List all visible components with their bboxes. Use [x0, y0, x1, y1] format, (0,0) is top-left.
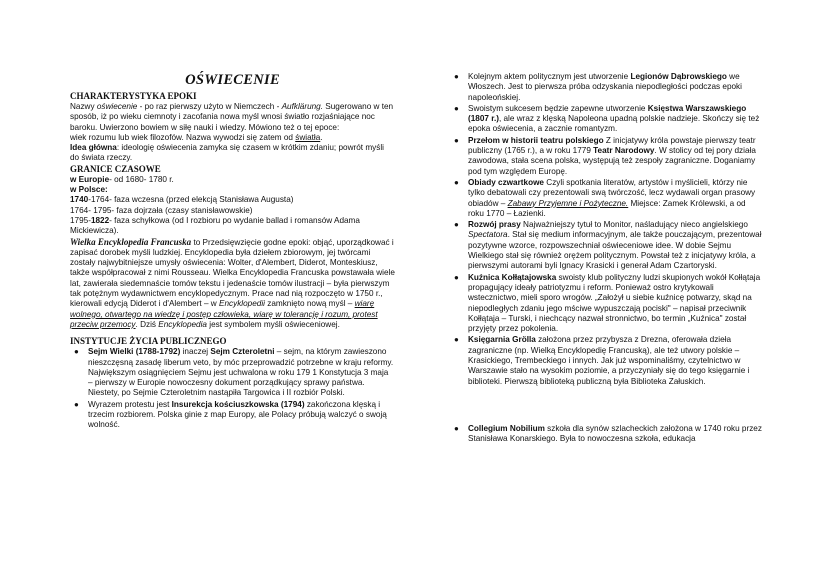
text-span: inaczej: [180, 347, 211, 357]
text-span: swoisty klub polityczny ludzi skupionych wokół Kołłątaja propagujący ideały patriotyzmu i reform. Ponieważ ostro krytykowali wstecznictwo, mieli sporo wrogów. „Założył u siebie kuźnicę potwarzy, skąd na niepodległych zdaniu jego mściwe wypuszczają pociski" – napisał przeciwnik Kołłątaja – Turski, i niechcący nazwał stronnictwo, bo termin „Kuźnica" został przyjęty przez pokolenia.: [468, 272, 761, 334]
text-span: Spectatora: [468, 230, 508, 240]
text-span: wiarę wolnego, otwartego na wiedzę i postęp człowieka, wiarę w tolerancję i rozum, protest przeciw przemocy: [70, 299, 378, 329]
poland-label: w Polsce:: [70, 185, 108, 195]
text-span: Sugerowano w ten sposób, iż po wieku ciemnoty i zacofania nowa myśl wnosi światło rozjaśniające noc baroku. Uwierzono bowiem w siłę nauki i wiedzy. Mówiono też o tej epoce:: [70, 102, 394, 132]
spacer: [450, 388, 762, 424]
text-span: zakończona klęską i trzecim rozbiorem. Polska ginie z map Europy, ale Polacy próbują walczyć o swoją wolność.: [88, 399, 387, 430]
bullet-icon: ●: [454, 272, 459, 282]
text-span: Księgarnia Grölla: [468, 335, 536, 345]
text-span: 1795-: [70, 215, 91, 225]
bullet-icon: ●: [74, 399, 79, 409]
europe-line: [70, 175, 395, 185]
text-span: Swoistym sukcesem będzie zapewne utworzenie: [468, 103, 648, 113]
text-span: Teatr Narodowy: [593, 146, 655, 156]
text-span: Zabawy Przyjemne i Pożyteczne.: [507, 198, 629, 208]
text-span: Insurekcja kościuszkowska (1794): [171, 399, 305, 409]
text-span: Collegium Nobilium: [468, 423, 545, 433]
text-span: Aufklärung.: [281, 102, 324, 111]
list-item: [450, 136, 762, 177]
text-span: Z inicjatywy króla powstaje pierwszy teatr publiczny (1765 r.), a w roku 1779: [468, 135, 756, 156]
poland-phase-1: [70, 195, 395, 205]
list-item: [70, 347, 395, 398]
bullet-icon: ●: [454, 72, 459, 81]
bullet-icon: ●: [454, 177, 459, 187]
list-item: [70, 400, 395, 431]
text-span: - po raz pierwszy użyto w Niemczech -: [137, 102, 282, 111]
text-span: Wielka Encyklopedia Francuska: [70, 236, 192, 247]
text-span: Wyrazem protestu jest: [88, 399, 172, 409]
list-item: [450, 104, 762, 135]
text-span: oświecenie: [96, 102, 138, 111]
main-idea-paragraph: [70, 143, 395, 164]
text-span: : ideologię oświecenia zamyka się czasem w krótkim zdaniu; powrót myśli do świata rzeczy.: [70, 143, 384, 163]
text-span: Idea główna: [70, 143, 117, 153]
text-span: w Europie: [70, 174, 110, 184]
text-span: Encyklopedii: [219, 299, 265, 309]
time-heading: GRANICE CZASOWE: [70, 163, 161, 174]
text-span: wiek rozumu lub wiek filozofów. Nazwa wywodzi się zatem od: [70, 132, 296, 142]
list-item: [450, 273, 762, 335]
list-item: [450, 424, 762, 445]
text-span: . Stał się medium informacyjnym, ale także pouczającym, prezentował pozytywne wzorce, rozpowszechniał oświeceniowe idee. W dobie Sejmu Wielkiego stał się również orężem politycznym. Powstał też z inicjatywy króla, a pierwszymi autorami byli Ignacy Krasicki i generał Adam Czartoryski.: [468, 230, 762, 271]
text-span: Czyli spotkania literatów, artystów i myślicieli, którzy nie tylko debatowali czy prezentowali swą twórczość, lecz wydawali organ prasowy obiadów –: [468, 177, 756, 208]
page-title: OŚWIECENIE: [185, 72, 280, 88]
bullet-icon: ●: [454, 103, 459, 113]
text-span: Kuźnica Kołłątajowska: [468, 272, 557, 282]
text-span: to Przedsięwzięcie godne epoki: objąć, uporządkować i zapisać dorobek myśli ludzkiej. Encyklopedia była dziełem zbiorowym, jej twórcami zostały najwybitniejsze umysły oświecenia: Wolter, d'Alembert, Diderot, Monteskiusz, także współpracował z nimi Rousseau. Wielka Encyklopedia Francuska powstawała wiele lat, zawierała siedemnaście tomów tekstu i jedenaście tomów ilustracji – była pierwszym tak potężnym wydawnictwem encyklopedycznym. Prace nad nią rozpoczęto w 1750 r., kierowali edycją Diderot i d'Alembert – w: [70, 237, 395, 309]
text-span: zamknięto nową myśl –: [264, 299, 355, 309]
bullet-icon: ●: [454, 135, 459, 145]
text-span: Księstwa Warszawskiego (1807 r.): [468, 103, 747, 124]
age-paragraph: [70, 133, 395, 143]
text-span: Obiady czwartkowe: [468, 177, 544, 187]
list-item: [450, 72, 762, 103]
text-span: Legionów Dąbrowskiego: [630, 72, 727, 81]
text-span: szkoła dla synów szlacheckich założona w 1740 roku przez Stanisława Konarskiego. Była to nowoczesna szkoła, edukacja: [468, 423, 762, 444]
text-span: – sejm, na którym zawieszono nieszczęsną zasadę liberum veto, by móc przeprowadzić potrzebne w kraju reformy. Największym osiągnięciem Sejmu jest uchwalona w roku 179 1 Konstytucja 3 maja – pierwszy w Europie nowoczesny dokument porządkujący sprawy państwa. Niestety, po Sejmie Czteroletnim nastąpiła Targowica i II rozbiór Polski.: [88, 347, 394, 398]
text-span: Kolejnym aktem politycznym jest utworzenie: [468, 72, 631, 81]
text-span: -1764- faza wczesna (przed elekcją Stanisława Augusta): [88, 195, 294, 205]
bullet-icon: ●: [454, 220, 459, 230]
intro-paragraph: [70, 102, 395, 133]
text-span: Przełom w historii teatru polskiego: [468, 135, 604, 145]
poland-phase-2: 1764- 1795- faza dojrzała (czasy stanisławowskie): [70, 205, 253, 215]
text-span: jest symbolem myśli oświeceniowej.: [206, 319, 340, 329]
text-span: Sejm Wielki (1788-1792): [88, 347, 181, 357]
left-column: [70, 72, 395, 432]
text-span: .: [320, 132, 323, 142]
bullet-icon: ●: [454, 423, 459, 433]
text-span: Rozwój prasy: [468, 220, 521, 230]
encyclopedia-paragraph: [70, 237, 395, 331]
text-span: Miejsce: Zamek Królewski, a od roku 1770 – Łazienki.: [468, 198, 746, 218]
text-span: Najważniejszy tytuł to Monitor, naśladujący nieco angielskiego: [520, 220, 748, 230]
text-span: - od 1680- 1780 r.: [109, 174, 174, 184]
text-span: , ale wraz z klęską Napoleona upadną polskie nadzieje. Skończy się też epoka oświecenia, a zacznie romantyzm.: [468, 114, 760, 134]
text-span: Encyklopedia: [158, 319, 207, 329]
characteristics-heading: CHARAKTERYSTYKA EPOKI: [70, 91, 197, 101]
text-span: Sejm Czteroletni: [210, 347, 275, 357]
text-span: 1822: [90, 215, 110, 225]
text-span: Nazwy: [70, 102, 97, 111]
list-item: [450, 178, 762, 219]
text-span: we Włoszech. Jest to pierwsza próba odzyskania niepodległości podczas epoki napoleońskiej.: [468, 72, 742, 102]
text-span: . W stolicy od tej pory działa zawodowa, stała scena polska, występują też zespoły zagraniczne. Doganiamy pod tym względem Europę.: [468, 146, 756, 176]
list-item: [450, 335, 762, 386]
list-item: [450, 220, 762, 271]
text-span: 1740: [70, 195, 89, 205]
text-span: światła: [295, 132, 321, 142]
text-span: - faza schyłkowa (od I rozbioru po wydanie ballad i romansów Adama Mickiewicza).: [70, 215, 360, 236]
text-span: . Dziś: [135, 319, 159, 329]
text-span: założona przez przybysza z Drezna, oferowała dzieła zagraniczne (np. Wielką Encyklopedię Francuską), ale też utwory polskie – Krasickiego, Trembeckiego i innych. Jak już wspominaliśmy, czytelnictwo w Warszawie stało na wysokim poziomie, a przyczyniały się do tego księgarnie i biblioteki. Pierwszą biblioteką publiczną była Biblioteka Załuskich.: [468, 335, 750, 386]
institutions-list: [70, 347, 395, 430]
bullet-icon: ●: [74, 347, 79, 357]
right-column: [450, 72, 762, 446]
right-list: [450, 72, 762, 387]
right-list-bottom: [450, 424, 762, 445]
institutions-heading: INSTYTUCJE ŻYCIA PUBLICZNEGO: [70, 336, 227, 347]
bullet-icon: ●: [454, 335, 459, 345]
poland-phase-3: [70, 216, 395, 237]
